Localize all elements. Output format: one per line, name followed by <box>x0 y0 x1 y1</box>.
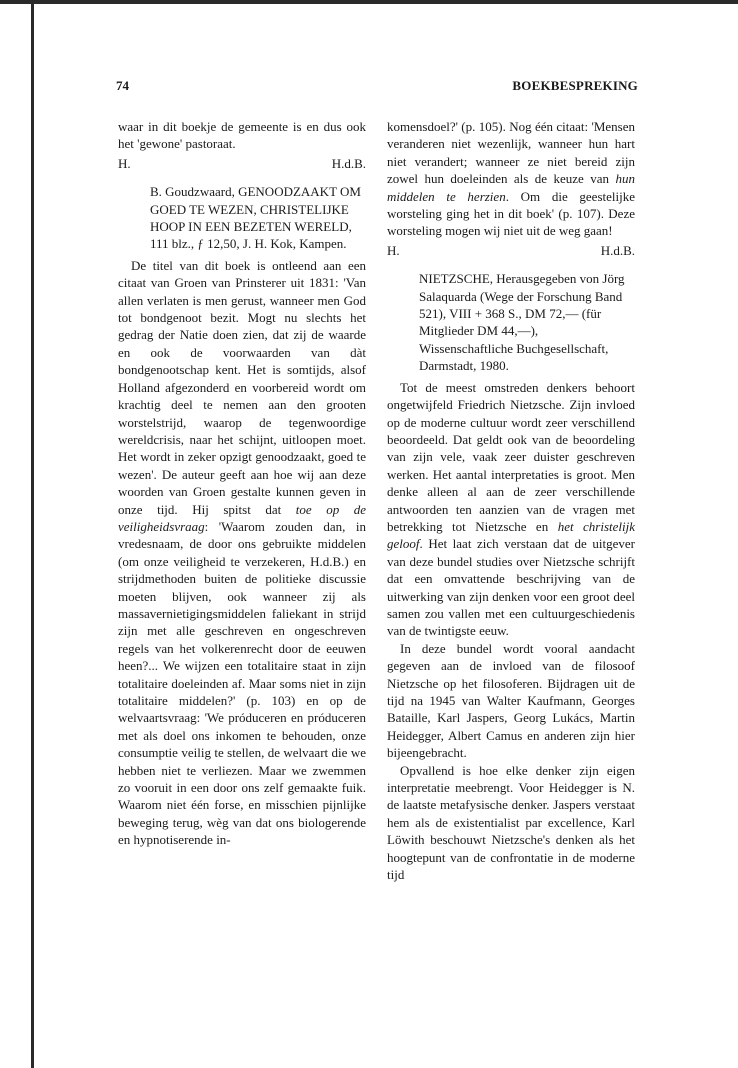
emphasis: hun middelen te herzien <box>387 171 635 204</box>
signature-initial: H. <box>118 155 131 171</box>
text-run: Tot de meest omstreden denkers behoort ongetwijfeld Friedrich Nietzsche. Zijn invloed op de moderne cultuur wordt zeer verschillend beoordeeld. Dat geldt ook van de beoordeling van zijn vele, vaak zeer duister geschreven werken. Het aantal interpretaties is groot. Men denke alleen al aan de zeer verschillende antwoorden ten aanzien van de vragen met betrekking tot Nietzsche en <box>387 379 635 534</box>
scan-left-border <box>31 0 34 1068</box>
page-number: 74 <box>116 78 129 93</box>
text-run: . Om die geestelijke worsteling ging het in dit boek' (p. 107). Deze worsteling mogen wij niet uit de weg gaan! <box>387 188 636 239</box>
signature-initial: H. <box>387 242 400 258</box>
paragraph-continuation <box>387 118 635 240</box>
emphasis: het christelijk geloof <box>387 518 636 552</box>
signature <box>118 155 366 172</box>
text-run: De titel van dit boek is ontleend aan een citaat van Groen van Prinsterer uit 1831: 'Van allen verlaten is men gerust, wanneer men God tot bondgenoot bezit. Mogt nu slechts het gedrag der Natie doen zien, dat zij de waarde en ook de voorwaarden van dàt bondgenootschap kent. Het is somtijds, alsof Holland afgezonderd en voorbereid wordt om krachtig deel te nemen aan den grooten worstelstrijd, waarop de tegenwoordige wereldcrisis, naar het schijnt, uitloopen moet. Het wordt in zeker opzigt genoodzaakt, goed te wezen'. De auteur geeft aan hoe wij aan deze woorden van Groen gestalte kunnen geven in onze tijd. Hij spitst dat <box>118 257 366 517</box>
scan-top-border <box>0 0 738 4</box>
review-heading: B. Goudzwaard, GENOODZAAKT OM GOED TE WEZEN, CHRISTELIJKE HOOP IN EEN BEZETEN WERELD, 111 blz., ƒ 12,50, J. H. Kok, Kampen. <box>150 184 361 252</box>
emphasis: toe op de veiligheidsvraag <box>118 501 367 534</box>
right-column <box>387 118 635 883</box>
paragraph-continuation: waar in dit boekje de gemeente is en dus ook het 'gewone' pastoraat. <box>118 119 366 152</box>
review-paragraph: In deze bundel wordt vooral aandacht gegeven aan de invloed van de filosoof Nietzsche op het filosoferen. Bijdragen uit de tijd na 1945 van Walter Kaufmann, Georges Bataille, Karl Jaspers, Georg Lukács, Martin Heidegger, Albert Camus en anderen zijn hier bijeengebracht. <box>387 640 635 761</box>
review-heading: NIETZSCHE, Herausgegeben von Jörg Salaquarda (Wege der Forschung Band 521), VIII + 368 S., DM 72,— (für Mitglieder DM 44,—), Wissenschaftliche Buchgesellschaft, Darmstadt, 1980. <box>419 271 625 374</box>
review-paragraph <box>387 379 635 640</box>
text-run: : 'Waarom zouden dan, in vredesnaam, de door ons gebruikte middelen (om onze veiligheid te verzekeren, H.d.B.) en strijdmethoden buiten de politieke discussie moeten blijven, ook wanneer zij als massavernietigingsmiddelen faliekant in strijd zijn met alle geschreven en ongeschreven regels van het volkerenrecht door de eeuwen heen?... We wijzen een totalitaire staat in zijn totalitaire doeleinden af. Maar soms niet in zijn totalitaire middelen?' (p. 103) en op de welvaartsvraag: 'We próduceren en próduceren met als doel ons inkomen te behouden, onze consumptie veilig te stellen, de welvaart die we hebben niet te verliezen. Maar we zwemmen zo vooruit in een door ons zelf gemaakte fuik. Waarom niet één forse, en misschien pijnlijke beweging terug, wèg van dat ons biologerende en hypnotiserende in- <box>118 518 366 848</box>
signature-author: H.d.B. <box>600 242 635 258</box>
signature-author: H.d.B. <box>331 155 366 171</box>
text-run: komensdoel?' (p. 105). Nog één citaat: 'Mensen veranderen niet wezenlijk, wanneer hun hart niet verandert; wanneer ze niet bereid zijn zowel hun doeleinden als de keuze van <box>387 119 635 187</box>
signature <box>387 242 635 259</box>
running-head: BOEKBESPREKING <box>512 78 638 93</box>
review-paragraph <box>118 257 366 849</box>
left-column <box>118 118 366 849</box>
text-run: . Het laat zich verstaan dat de uitgever van deze bundel studies over Nietzsche schrijft dat een omvattende beschrijving van de uitwerking van zijn denken voor een groot deel samen zou vallen met een cultuurgeschiedenis van de twintigste eeuw. <box>387 536 635 639</box>
review-paragraph: Opvallend is hoe elke denker zijn eigen interpretatie meebrengt. Voor Heidegger is N. de laatste metafysische denker. Jaspers verstaat hem als de existentialist par excellence, Karl Löwith beschouwt Nietzsche's denken als het hoogtepunt van de confrontatie in de moderne tijd <box>387 762 635 883</box>
